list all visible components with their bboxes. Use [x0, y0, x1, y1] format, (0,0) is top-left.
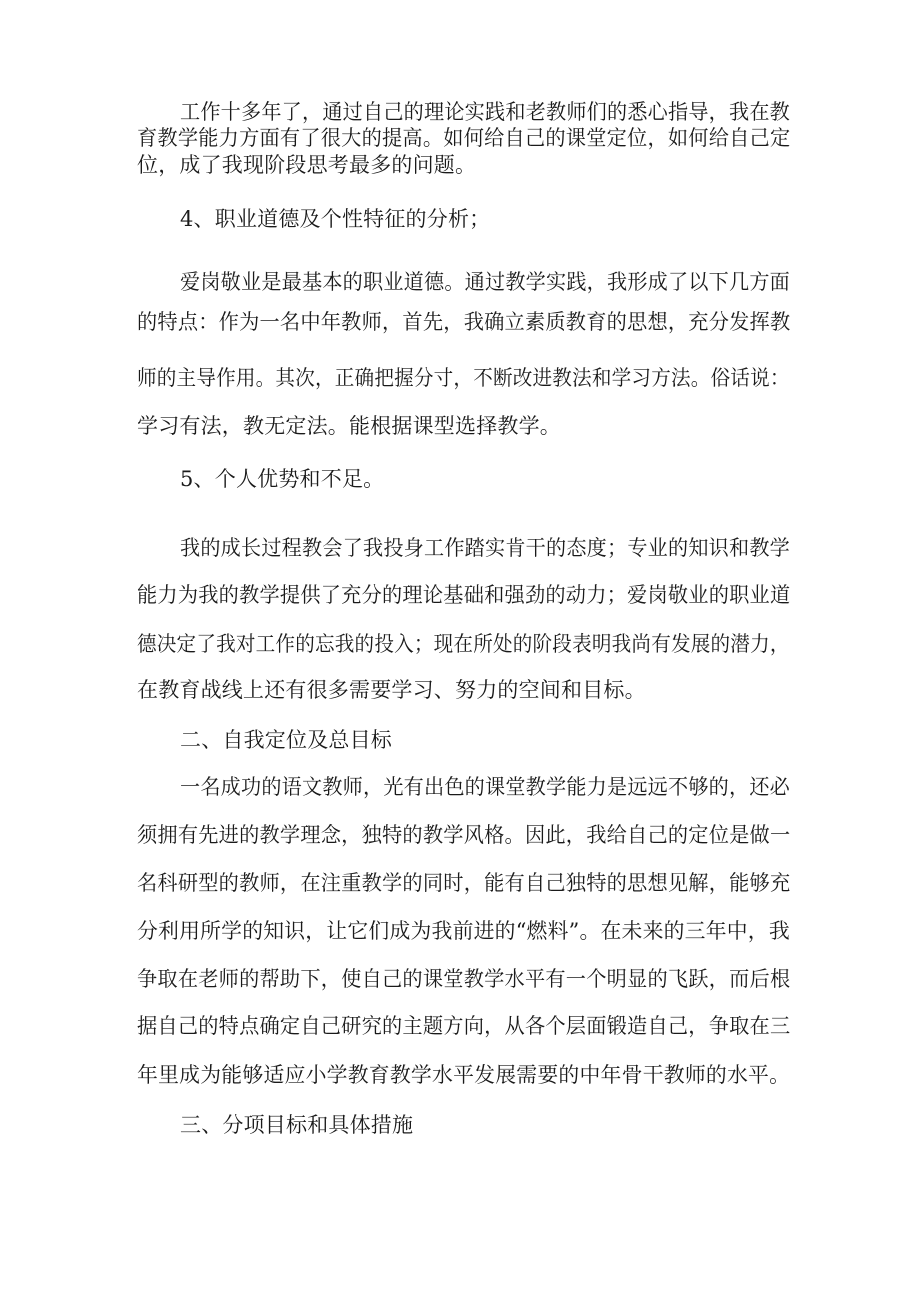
text-line: 名科研型的教师，在注重教学的同时，能有自己独特的思想见解，能够充 [137, 871, 791, 895]
text-line: 的特点：作为一名中年教师，首先，我确立素质教育的思想，充分发挥教 [137, 310, 791, 334]
text-line: 育教学能力方面有了很大的提高。如何给自己的课堂定位，如何给自己定 [137, 126, 791, 150]
text-line: 位，成了我现阶段思考最多的问题。 [137, 153, 477, 177]
text-line: 工作十多年了，通过自己的理论实践和老教师们的悉心指导，我在教 [180, 100, 790, 124]
text-line: 在教育战线上还有很多需要学习、努力的空间和目标。 [137, 678, 646, 702]
text-line: 学习有法，教无定法。能根据课型选择教学。 [137, 414, 561, 438]
text-line: 须拥有先进的教学理念，独特的教学风格。因此，我给自己的定位是做一 [137, 823, 791, 847]
text-line: 能力为我的教学提供了充分的理论基础和强劲的动力；爱岗敬业的职业道 [137, 583, 791, 607]
text-line: 师的主导作用。其次，正确把握分寸，不断改进教法和学习方法。俗话说： [137, 366, 790, 390]
section-heading-self-positioning: 二、自我定位及总目标 [180, 728, 392, 752]
heading-strengths-weaknesses: 5、个人优势和不足。 [180, 467, 385, 491]
section-heading-sub-goals: 三、分项目标和具体措施 [180, 1113, 414, 1137]
text-line: 分利用所学的知识，让它们成为我前进的“燃料”。在未来的三年中，我 [137, 919, 790, 943]
text-line: 我的成长过程教会了我投身工作踏实肯干的态度；专业的知识和教学 [180, 536, 790, 560]
text-line: 据自己的特点确定自己研究的主题方向，从各个层面锻造自己，争取在三 [137, 1014, 791, 1038]
text-line: 一名成功的语文教师，光有出色的课堂教学能力是远远不够的，还必 [180, 775, 790, 799]
text-line: 争取在老师的帮助下，使自己的课堂教学水平有一个明显的飞跃，而后根 [137, 967, 791, 991]
text-line: 德决定了我对工作的忘我的投入；现在所处的阶段表明我尚有发展的潜力， [137, 632, 790, 656]
heading-professional-ethics: 4、职业道德及个性特征的分析； [180, 207, 491, 231]
text-line: 爱岗敬业是最基本的职业道德。通过教学实践，我形成了以下几方面 [180, 270, 790, 294]
text-line: 年里成为能够适应小学教育教学水平发展需要的中年骨干教师的水平。 [137, 1063, 791, 1087]
